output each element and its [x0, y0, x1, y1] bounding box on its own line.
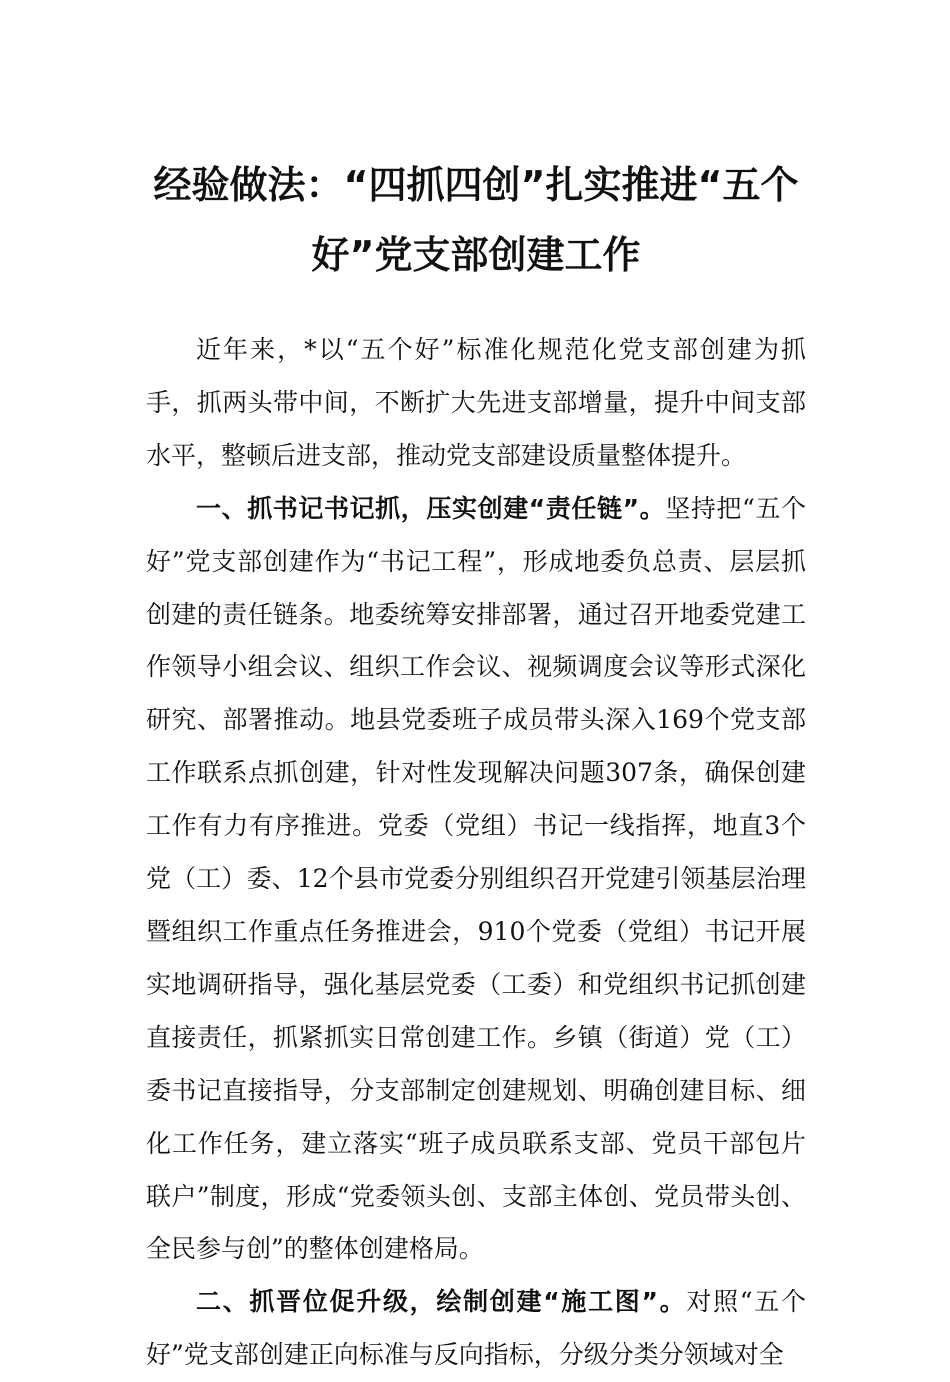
- paragraph-text: 坚持把“五个好”党支部创建作为“书记工程”，形成地委负总责、层层抓创建的责任链条。地委统筹安排部署，通过召开地委党建工作领导小组会议、组织工作会议、视频调度会议等形式深化研究、部署推动。地县党委班子成员带头深入169个党支部工作联系点抓创建，针对性发现解决问题307条，确保创建工作有力有序推进。党委（党组）书记一线指挥，地直3个党（工）委、12个县市党委分别组织召开党建引领基层治理暨组织工作重点任务推进会，910个党委（党组）书记开展实地调研指导，强化基层党委（工委）和党组织书记抓创建直接责任，抓紧抓实日常创建工作。乡镇（街道）党（工）委书记直接指导，分支部制定创建规划、明确创建目标、细化工作任务，建立落实“班子成员联系支部、党员干部包片联户”制度，形成“党委领头创、支部主体创、党员带头创、全民参与创”的整体创建格局。: [146, 493, 806, 1264]
- paragraph-text: 对照“五个好”党支部创建正向标准与反向指标，分级分类分领域对全: [146, 1287, 806, 1370]
- document-body: [146, 324, 806, 1382]
- paragraph-text: 近年来，*以“五个好”标准化规范化党支部创建为抓手，抓两头带中间，不断扩大先进支部增量，提升中间支部水平，整顿后进支部，推动党支部建设质量整体提升。: [146, 335, 806, 470]
- section-heading: 一、抓书记书记抓，压实创建“责任链”。: [196, 493, 666, 523]
- document-title: 经验做法：“四抓四创”扎实推进“五个好”党支部创建工作: [153, 163, 799, 277]
- section-heading: 二、抓晋位促升级，绘制创建“施工图”。: [196, 1287, 687, 1317]
- paragraph-intro: [146, 324, 806, 483]
- paragraph-section-2: [146, 1276, 806, 1382]
- paragraph-section-1: [146, 483, 806, 1277]
